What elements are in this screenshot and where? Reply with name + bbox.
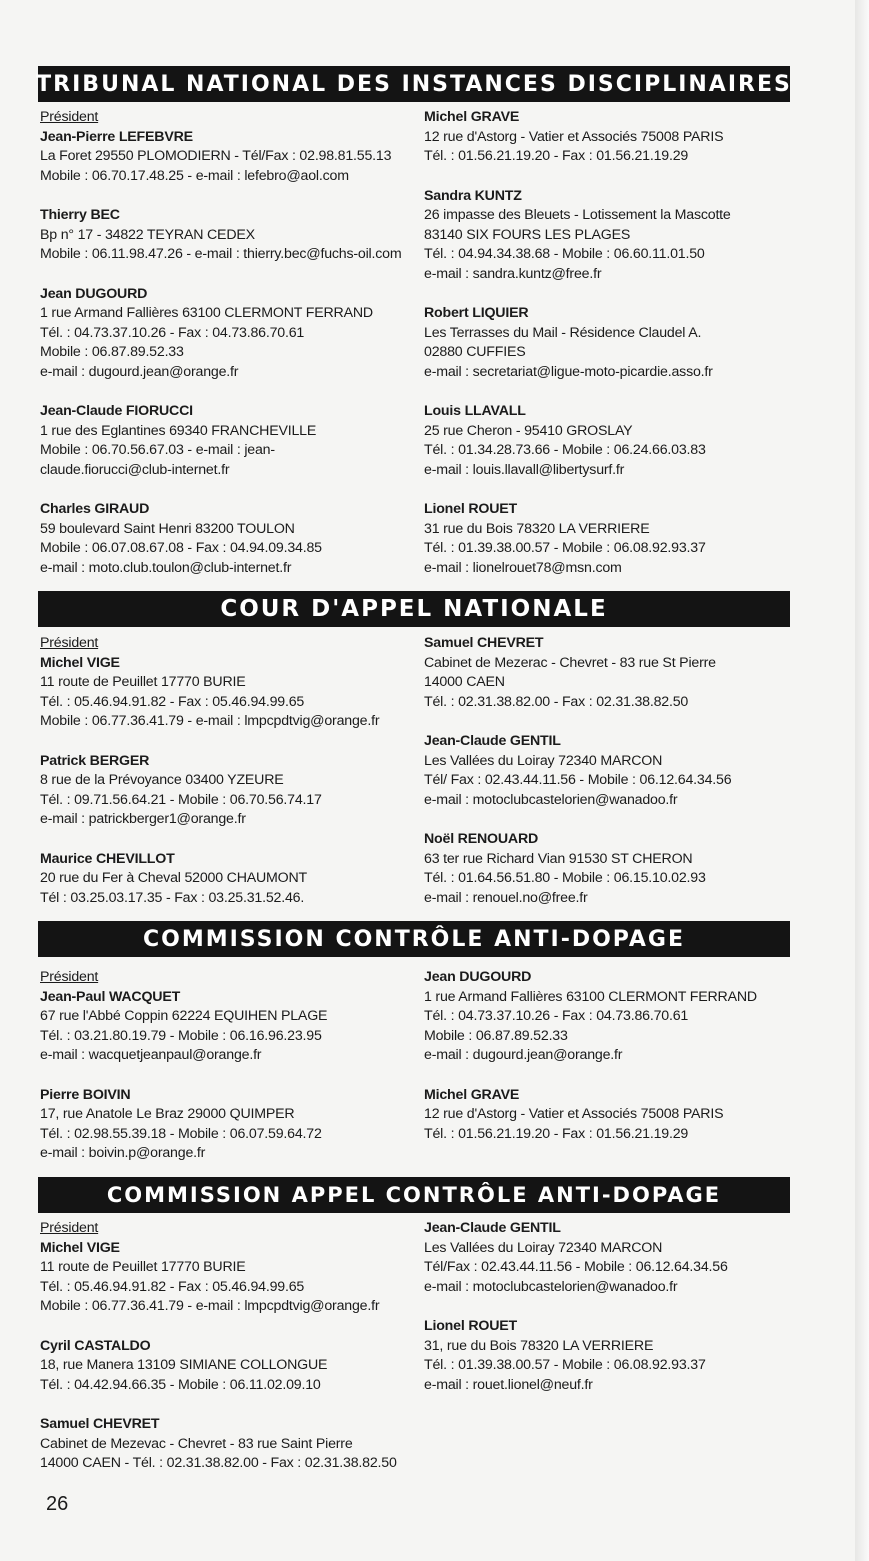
contact-entry — [40, 752, 420, 830]
contact-detail-line: 1 rue Armand Fallières 63100 CLERMONT FERRAND — [40, 305, 373, 321]
contact-entry — [424, 304, 804, 382]
contact-detail-line: Tél. : 05.46.94.91.82 - Fax : 05.46.94.99.65 — [40, 1278, 305, 1295]
contact-detail-line: Tél. : 04.42.94.66.35 - Mobile : 06.11.02.09.10 — [40, 1376, 321, 1393]
left-column — [40, 1219, 420, 1494]
contact-name: Michel VIGE — [40, 1239, 120, 1256]
contact-detail-line: Tél. : 04.73.37.10.26 - Fax : 04.73.86.70.61 — [40, 324, 305, 341]
contact-detail-line: 26 impasse des Bleuets - Lotissement la Mascotte — [424, 207, 731, 223]
contact-entry — [424, 108, 804, 167]
contact-entry — [424, 732, 804, 810]
contact-entry — [40, 500, 420, 578]
left-column — [40, 108, 420, 598]
contact-detail-line: Les Vallées du Loiray 72340 MARCON — [424, 752, 663, 769]
right-column — [424, 968, 804, 1164]
contact-detail-line: e-mail : wacquetjeanpaul@orange.fr — [40, 1047, 262, 1063]
contact-detail-line: e-mail : patrickberger1@orange.fr — [40, 811, 246, 827]
left-column — [40, 634, 420, 928]
contact-detail-line: 11 route de Peuillet 17770 BURIE — [40, 674, 246, 690]
role-label: Président — [40, 1220, 99, 1236]
contact-name: Patrick BERGER — [40, 752, 150, 769]
contact-detail-line: Tél. : 01.39.38.00.57 - Mobile : 06.08.92.93.37 — [424, 1357, 706, 1373]
contact-detail-line: Cabinet de Mezerac - Chevret - 83 rue St Pierre — [424, 654, 716, 671]
contact-detail-line: 63 ter rue Richard Vian 91530 ST CHERON — [424, 850, 693, 867]
section-banner-appel-controle-anti-dopage: COMMISSION APPEL CONTRÔLE ANTI-DOPAGE — [38, 1177, 790, 1213]
contact-entry — [40, 850, 420, 909]
contact-detail-line: Tél : 03.25.03.17.35 - Fax : 03.25.31.52.46. — [40, 889, 305, 906]
contact-name: Jean-Claude FIORUCCI — [40, 403, 193, 419]
contact-entry — [424, 1317, 804, 1395]
contact-name: Maurice CHEVILLOT — [40, 850, 175, 867]
contact-name: Michel GRAVE — [424, 109, 520, 125]
contact-detail-line: e-mail : moto.club.toulon@club-internet.fr — [40, 559, 292, 576]
contact-detail-line: 25 rue Cheron - 95410 GROSLAY — [424, 422, 633, 439]
contact-detail-line: La Foret 29550 PLOMODIERN - Tél/Fax : 02.98.81.55.13 — [40, 148, 392, 164]
contact-detail-line: e-mail : secretariat@ligue-moto-picardie.asso.fr — [424, 363, 713, 380]
contact-entry — [40, 1337, 420, 1396]
contact-detail-line: e-mail : motoclubcastelorien@wanadoo.fr — [424, 791, 678, 808]
right-column — [424, 1219, 804, 1415]
contact-detail-line: Tél. : 01.34.28.73.66 - Mobile : 06.24.66.03.83 — [424, 442, 706, 458]
contact-name: Samuel CHEVRET — [424, 635, 544, 651]
contact-detail-line: 14000 CAEN — [424, 674, 505, 690]
contact-detail-line: 11 route de Peuillet 17770 BURIE — [40, 1259, 246, 1275]
contact-detail-line: 31, rue du Bois 78320 LA VERRIERE — [424, 1337, 654, 1354]
contact-detail-line: 1 rue Armand Fallières 63100 CLERMONT FERRAND — [424, 988, 757, 1005]
contact-detail-line: 17, rue Anatole Le Braz 29000 QUIMPER — [40, 1106, 295, 1122]
contact-name: Jean DUGOURD — [424, 969, 532, 985]
contact-name: Jean-Claude GENTIL — [424, 733, 561, 749]
contact-entry — [40, 1086, 420, 1164]
contact-detail-line: 1 rue des Eglantines 69340 FRANCHEVILLE — [40, 422, 317, 439]
contact-detail-line: Tél. : 02.98.55.39.18 - Mobile : 06.07.59.64.72 — [40, 1125, 322, 1142]
contact-detail-line: e-mail : boivin.p@orange.fr — [40, 1145, 206, 1161]
contact-detail-line: Tél. : 04.94.34.38.68 - Mobile : 06.60.11.01.50 — [424, 246, 705, 262]
contact-name: Thierry BEC — [40, 207, 120, 223]
contact-detail-line: Tél. : 09.71.56.64.21 - Mobile : 06.70.56.74.17 — [40, 791, 322, 808]
contact-detail-line: Mobile : 06.11.98.47.26 - e-mail : thierry.bec@fuchs-oil.com — [40, 246, 402, 262]
contact-detail-line: Tél. : 02.31.38.82.00 - Fax : 02.31.38.82.50 — [424, 693, 689, 710]
contact-entry — [424, 634, 804, 712]
contact-detail-line: 02880 CUFFIES — [424, 344, 526, 360]
contact-detail-line: Mobile : 06.70.56.67.03 - e-mail : jean- — [40, 442, 275, 458]
contact-name: Louis LLAVALL — [424, 403, 526, 419]
contact-detail-line: 14000 CAEN - Tél. : 02.31.38.82.00 - Fax : 02.31.38.82.50 — [40, 1455, 397, 1471]
contact-detail-line: Mobile : 06.70.17.48.25 - e-mail : lefebro@aol.com — [40, 167, 349, 184]
contact-detail-line: Tél. : 05.46.94.91.82 - Fax : 05.46.94.99.65 — [40, 693, 305, 710]
section-banner-cour-appel: COUR D'APPEL NATIONALE — [38, 591, 790, 627]
contact-name: Jean DUGOURD — [40, 285, 148, 302]
contact-name: Samuel CHEVRET — [40, 1416, 160, 1432]
contact-detail-line: Tél. : 01.56.21.19.20 - Fax : 01.56.21.19.29 — [424, 148, 689, 164]
role-label: Président — [40, 969, 99, 985]
contact-entry — [40, 1415, 420, 1474]
section-banner-controle-anti-dopage: COMMISSION CONTRÔLE ANTI-DOPAGE — [38, 921, 790, 957]
contact-name: Jean-Paul WACQUET — [40, 988, 181, 1005]
contact-detail-line: e-mail : dugourd.jean@orange.fr — [40, 363, 239, 380]
contact-detail-line: Mobile : 06.77.36.41.79 - e-mail : lmpcpdtvig@orange.fr — [40, 713, 380, 729]
contact-detail-line: 12 rue d'Astorg - Vatier et Associés 75008 PARIS — [424, 1106, 724, 1122]
contact-entry — [40, 285, 420, 383]
contact-entry — [40, 108, 420, 186]
right-column — [424, 108, 804, 598]
role-label: Président — [40, 635, 99, 651]
contact-entry — [424, 1086, 804, 1145]
contact-detail-line: 31 rue du Bois 78320 LA VERRIERE — [424, 520, 650, 537]
contact-name: Pierre BOIVIN — [40, 1086, 131, 1103]
contact-detail-line: Les Vallées du Loiray 72340 MARCON — [424, 1239, 663, 1256]
contact-detail-line: Tél. : 01.56.21.19.20 - Fax : 01.56.21.19.29 — [424, 1125, 689, 1142]
contact-detail-line: Bp n° 17 - 34822 TEYRAN CEDEX — [40, 226, 255, 243]
contact-name: Robert LIQUIER — [424, 305, 529, 321]
contact-detail-line: 59 boulevard Saint Henri 83200 TOULON — [40, 520, 295, 537]
contact-entry — [424, 1219, 804, 1297]
contact-name: Charles GIRAUD — [40, 501, 150, 517]
contact-detail-line: 83140 SIX FOURS LES PLAGES — [424, 226, 631, 243]
contact-detail-line: Mobile : 06.87.89.52.33 — [40, 344, 184, 360]
contact-detail-line: 18, rue Manera 13109 SIMIANE COLLONGUE — [40, 1357, 328, 1373]
contact-name: Lionel ROUET — [424, 501, 517, 517]
contact-name: Jean-Pierre LEFEBVRE — [40, 128, 193, 145]
contact-entry — [424, 500, 804, 578]
contact-detail-line: Mobile : 06.77.36.41.79 - e-mail : lmpcpdtvig@orange.fr — [40, 1298, 380, 1314]
contact-name: Jean-Claude GENTIL — [424, 1220, 561, 1236]
contact-detail-line: e-mail : louis.llavall@libertysurf.fr — [424, 461, 625, 478]
contact-detail-line: Tél. : 01.39.38.00.57 - Mobile : 06.08.92.93.37 — [424, 540, 706, 556]
page-number: 26 — [46, 1493, 69, 1515]
contact-entry — [424, 830, 804, 908]
contact-detail-line: 8 rue de la Prévoyance 03400 YZEURE — [40, 772, 284, 788]
contact-entry — [40, 206, 420, 265]
contact-detail-line: e-mail : sandra.kuntz@free.fr — [424, 265, 602, 282]
contact-detail-line: 12 rue d'Astorg - Vatier et Associés 75008 PARIS — [424, 128, 724, 145]
contact-detail-line: Tél. : 03.21.80.19.79 - Mobile : 06.16.96.23.95 — [40, 1027, 322, 1044]
contact-entry — [40, 1219, 420, 1317]
contact-detail-line: 20 rue du Fer à Cheval 52000 CHAUMONT — [40, 870, 308, 886]
contact-entry — [40, 634, 420, 732]
contact-detail-line: Cabinet de Mezevac - Chevret - 83 rue Saint Pierre — [40, 1435, 353, 1452]
contact-name: Noël RENOUARD — [424, 831, 539, 847]
left-column — [40, 968, 420, 1184]
contact-detail-line: claude.fiorucci@club-internet.fr — [40, 461, 230, 478]
contact-name: Michel GRAVE — [424, 1086, 520, 1103]
page-edge — [855, 0, 869, 1561]
contact-detail-line: 67 rue l'Abbé Coppin 62224 EQUIHEN PLAGE — [40, 1008, 328, 1024]
contact-name: Lionel ROUET — [424, 1318, 517, 1334]
contact-detail-line: Mobile : 06.87.89.52.33 — [424, 1027, 568, 1044]
section-banner-tribunal: TRIBUNAL NATIONAL DES INSTANCES DISCIPLINAIRES — [38, 66, 790, 102]
contact-detail-line: e-mail : rouet.lionel@neuf.fr — [424, 1376, 593, 1393]
contact-detail-line: Les Terrasses du Mail - Résidence Claudel A. — [424, 324, 702, 341]
contact-detail-line: Tél/Fax : 02.43.44.11.56 - Mobile : 06.12.64.34.56 — [424, 1259, 728, 1275]
right-column — [424, 634, 804, 928]
contact-detail-line: e-mail : lionelrouet78@msn.com — [424, 559, 622, 576]
contact-entry — [40, 968, 420, 1066]
contact-detail-line: Tél. : 04.73.37.10.26 - Fax : 04.73.86.70.61 — [424, 1008, 689, 1024]
contact-name: Sandra KUNTZ — [424, 187, 522, 204]
role-label: Président — [40, 109, 99, 125]
contact-detail-line: Mobile : 06.07.08.67.08 - Fax : 04.94.09.34.85 — [40, 540, 322, 556]
contact-detail-line: Tél. : 01.64.56.51.80 - Mobile : 06.15.10.02.93 — [424, 870, 706, 886]
contact-entry — [424, 402, 804, 480]
contact-entry — [424, 187, 804, 285]
contact-entry — [424, 968, 804, 1066]
contact-name: Michel VIGE — [40, 654, 120, 671]
contact-detail-line: e-mail : renouel.no@free.fr — [424, 889, 588, 906]
contact-detail-line: e-mail : motoclubcastelorien@wanadoo.fr — [424, 1278, 678, 1295]
contact-detail-line: e-mail : dugourd.jean@orange.fr — [424, 1047, 623, 1063]
contact-name: Cyril CASTALDO — [40, 1337, 151, 1354]
contact-detail-line: Tél/ Fax : 02.43.44.11.56 - Mobile : 06.12.64.34.56 — [424, 772, 732, 788]
contact-entry — [40, 402, 420, 480]
